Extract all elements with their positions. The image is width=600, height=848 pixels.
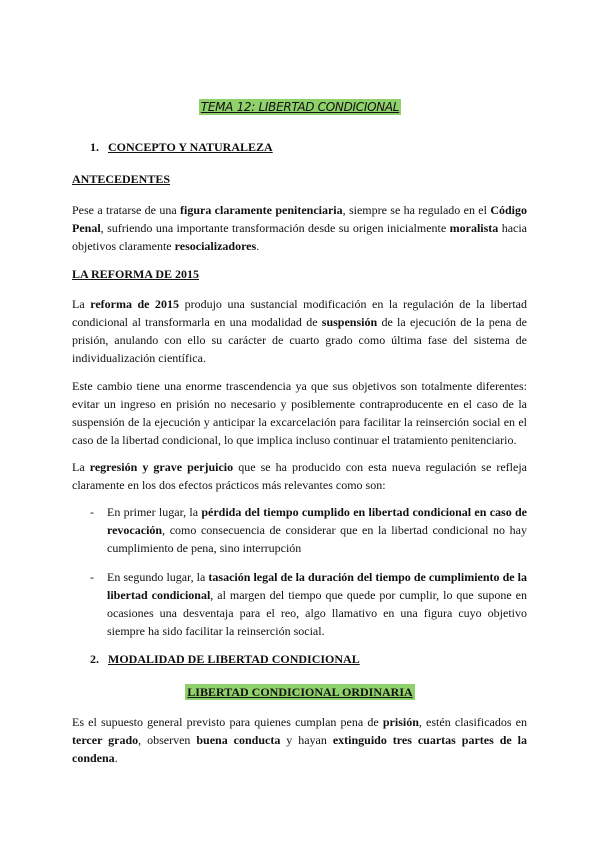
section-1-heading [72,138,527,156]
section-2-title: MODALIDAD DE LIBERTAD CONDICIONAL [108,652,360,666]
ordinaria-heading-text: LIBERTAD CONDICIONAL ORDINARIA [187,685,413,699]
bullet-dash: - [90,570,94,584]
reforma-heading: LA REFORMA DE 2015 [72,267,200,281]
reforma-paragraph-1: La reforma de 2015 produjo una sustancial modificación en la regulación de la libertad condicional al transformarla en una modalidad de suspensión de la ejecución de la pena de prisión, anulando con ello su carácter de cuarto grado como última fase del sistema de individualización científica. [72,297,527,365]
section-2-heading [72,650,527,668]
document-title [0,98,600,116]
ordinaria-paragraph: Es el supuesto general previsto para quienes cumplan pena de prisión, estén clasificados en tercer grado, observen buena conducta y hayan extinguido tres cuartas partes de la condena. [72,715,528,765]
list-item-perdida: - En primer lugar, la pérdida del tiempo cumplido en libertad condicional en caso de revocación, como consecuencia de considerar que en la libertad condicional no hay cumplimiento de pena, sino interrupción [90,505,528,555]
section-1-title: CONCEPTO Y NATURALEZA [108,140,273,154]
document-title-text: TEMA 12: LIBERTAD CONDICIONAL [200,100,400,114]
bullet-dash: - [90,505,94,519]
ordinaria-heading [0,683,600,701]
reforma-paragraph-3: La regresión y grave perjuicio que se ha producido con esta nueva regulación se refleja claramente en los dos efectos prácticos más relevantes como son: [72,460,528,492]
list-item-tasacion: - En segundo lugar, la tasación legal de la duración del tiempo de cumplimiento de la libertad condicional, al margen del tiempo que quede por cumplir, lo que supone en ocasiones una desventaja para el reo, algo llamativo en una figura cuyo objetivo siempre ha sido facilitar la reinserción social. [90,570,527,638]
section-2-number: 2. [90,652,99,666]
section-1-number: 1. [90,140,99,154]
reforma-paragraph-2: Este cambio tiene una enorme trascendencia ya que sus objetivos son totalmente diferentes: evitar un ingreso en prisión no necesario y posiblemente contraproducente en el caso de la suspensión de la ejecución y anticipar la excarcelación para facilitar la reinserción social en el caso de la libertad condicional, lo que implica incluso continuar el tratamiento penitenciario. [72,379,527,447]
antecedentes-heading: ANTECEDENTES [72,172,171,186]
antecedentes-paragraph: Pese a tratarse de una figura claramente penitenciaria, siempre se ha regulado en el Código Penal, sufriendo una importante transformación desde su origen inicialmente moralista hacia objetivos claramente resocializadores. [72,203,528,253]
